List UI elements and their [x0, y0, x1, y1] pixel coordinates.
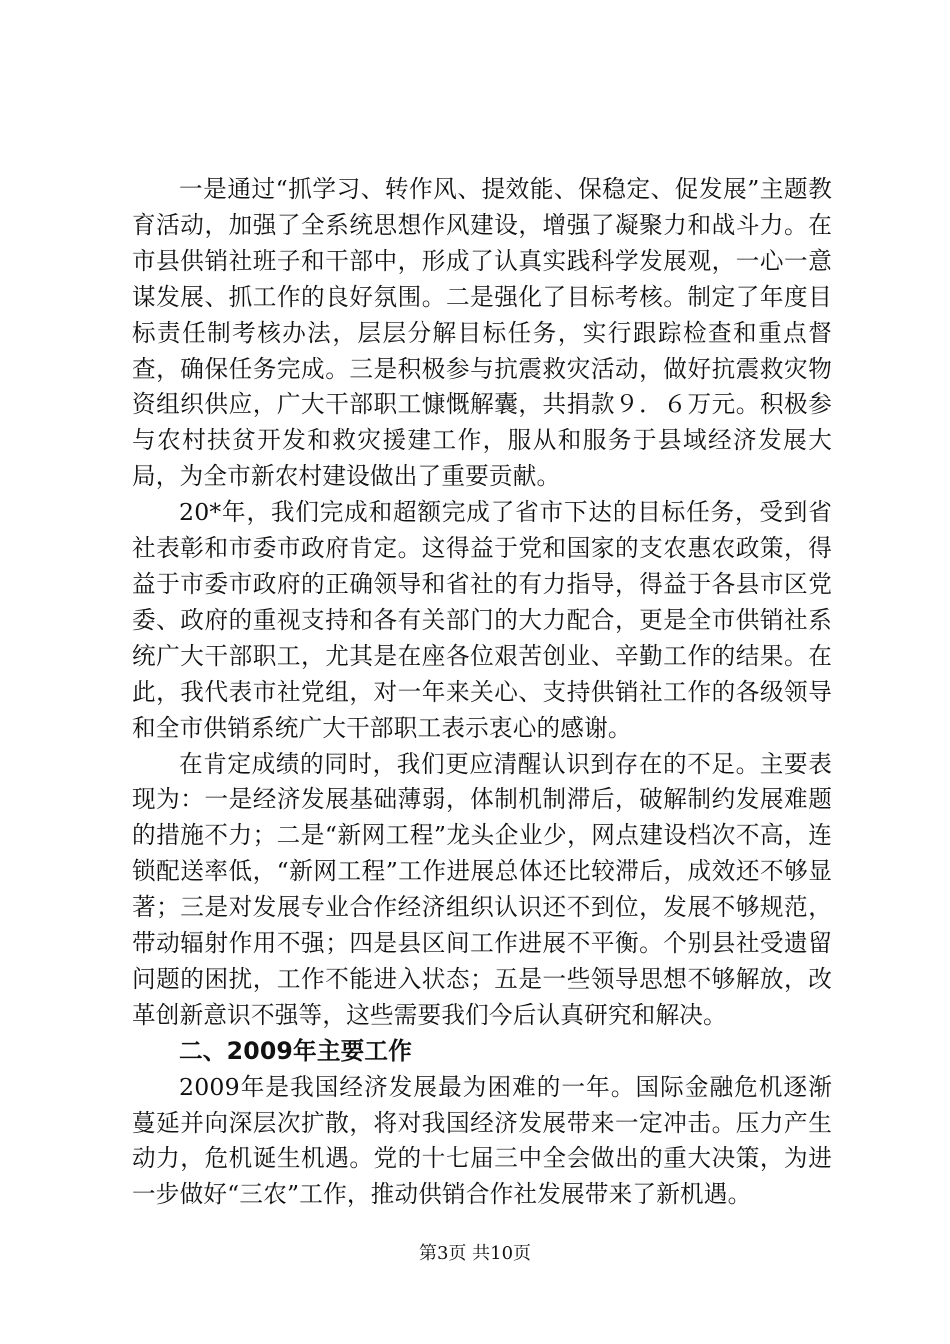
page-number-footer: 第3页 共10页: [418, 1243, 532, 1264]
paragraph-thanks: 20*年，我们完成和超额完成了省市下达的目标任务，受到省社表彰和市委市政府肯定。这得益于党和国家的支农惠农政策，得益于市委市政府的正确领导和省社的有力指导，得益于各县市区党委、政府的重视支持和各有关部门的大力配合，更是全市供销社系统广大干部职工，尤其是在座各位艰苦创业、辛勤工作的结果。在此，我代表市社党组，对一年来关心、支持供销社工作的各级领导和全市供销系统广大干部职工表示衷心的感谢。: [132, 498, 832, 742]
document-body: [132, 172, 832, 1213]
paragraph-shortcomings: 在肯定成绩的同时，我们更应清醒认识到存在的不足。主要表现为：一是经济发展基础薄弱，体制机制滞后，破解制约发展难题的措施不力；二是“新网工程”龙头企业少，网点建设档次不高，连锁配送率低，“新网工程”工作进展总体还比较滞后，成效还不够显著；三是对发展专业合作经济组织认识还不到位，发展不够规范，带动辐射作用不强；四是县区间工作进展不平衡。个别县社受遗留问题的困扰，工作不能进入状态；五是一些领导思想不够解放，改革创新意识不强等，这些需要我们今后认真研究和解决。: [132, 749, 832, 1029]
paragraph-achievements: 一是通过“抓学习、转作风、提效能、保稳定、促发展”主题教育活动，加强了全系统思想作风建设，增强了凝聚力和战斗力。在市县供销社班子和干部中，形成了认真实践科学发展观，一心一意谋发展、抓工作的良好氛围。二是强化了目标考核。制定了年度目标责任制考核办法，层层分解目标任务，实行跟踪检查和重点督查，确保任务完成。三是积极参与抗震救灾活动，做好抗震救灾物资组织供应，广大干部职工慷慨解囊，共捐款９．６万元。积极参与农村扶贫开发和救灾援建工作，服从和服务于县域经济发展大局，为全市新农村建设做出了重要贡献。: [132, 175, 832, 491]
section-heading: 二、2009年主要工作: [179, 1036, 413, 1065]
paragraph-2009-outlook: 2009年是我国经济发展最为困难的一年。国际金融危机逐渐蔓延并向深层次扩散，将对我国经济发展带来一定冲击。压力产生动力，危机诞生机遇。党的十七届三中全会做出的重大决策，为进一步做好“三农”工作，推动供销合作社发展带来了新机遇。: [132, 1072, 832, 1209]
